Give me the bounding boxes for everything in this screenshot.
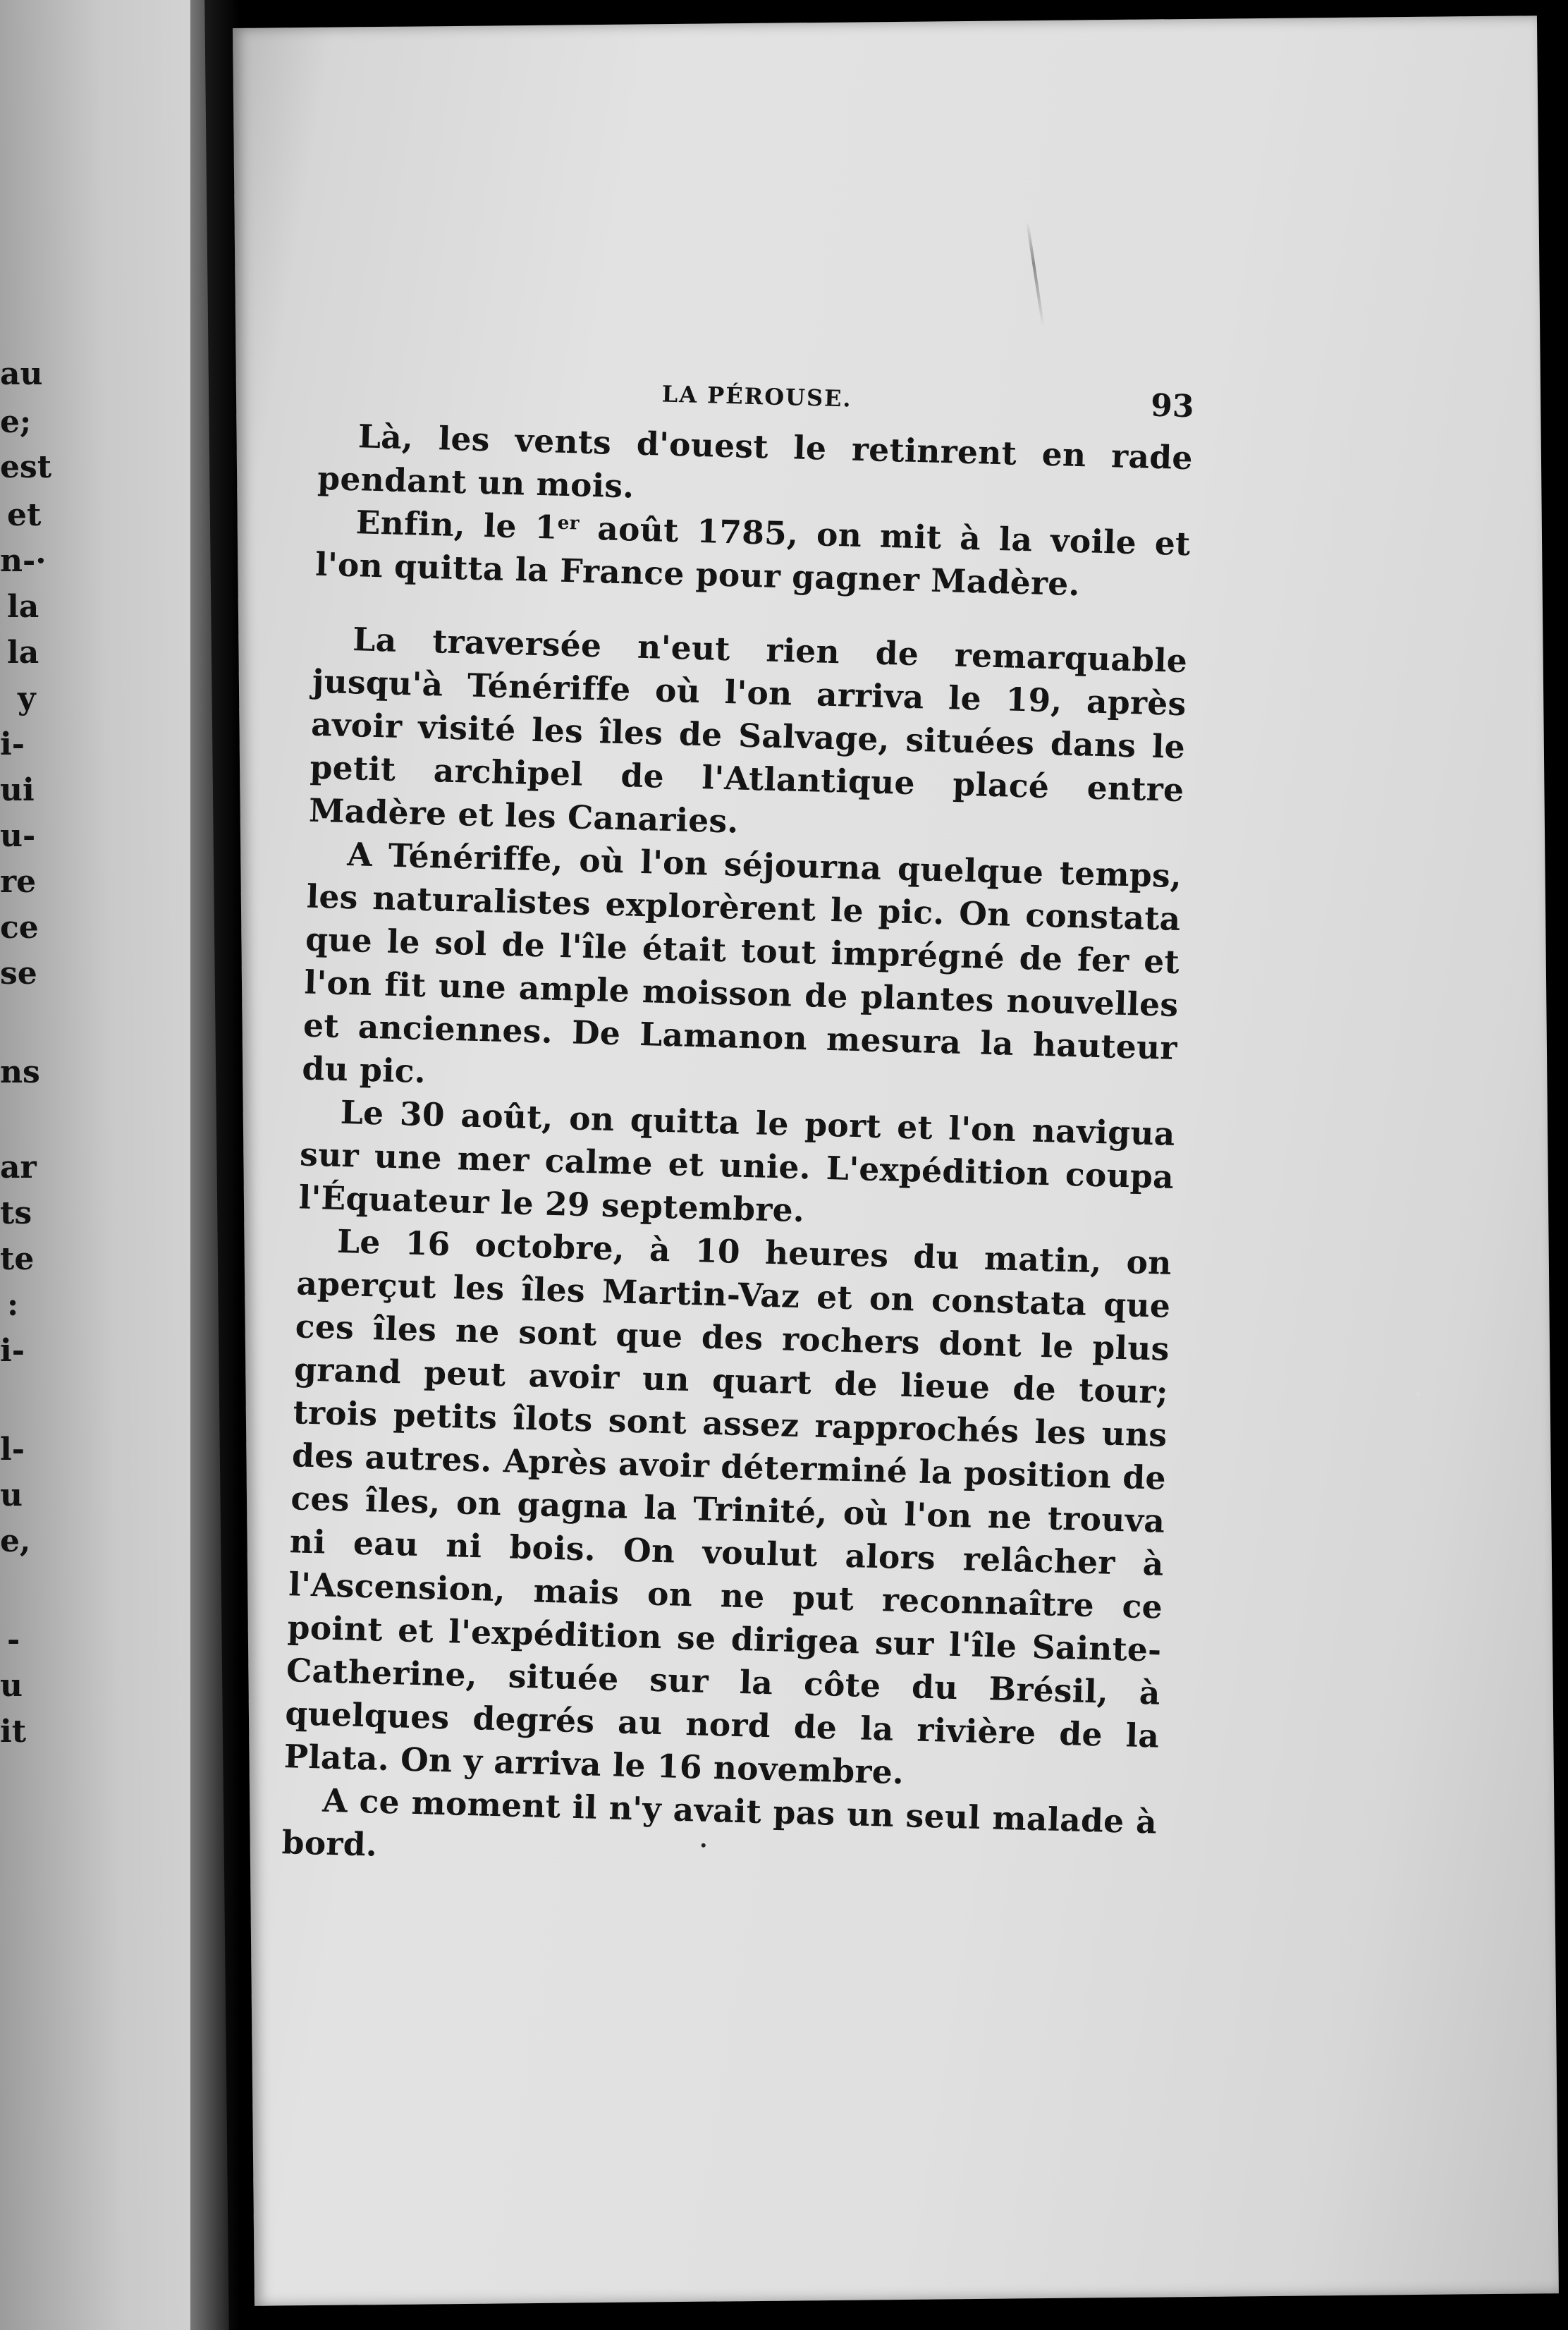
line-fragment: i- [0,1333,25,1369]
line-fragment: est [0,449,52,485]
line-fragment: ts [0,1195,32,1231]
line-fragment: e, [0,1523,31,1559]
line-fragment: la [7,635,39,671]
line-fragment: - [7,1622,20,1658]
page-text-block [281,366,1194,1887]
paragraph: A ce moment il n'y avait pas un seul malade à bord. [281,1781,1158,1864]
paragraph: La traversée n'eut rien de remarquable jusqu'à Ténériffe où l'on arriva le 19, après avoir visité les îles de Salvage, situées dans le petit archipel de l'Atlantique placé entre Madère et les Canaries. [308,620,1188,841]
dust-speck [1416,1392,1420,1396]
dust-speck [702,1843,706,1848]
line-fragment: e; [0,404,32,440]
line-fragment: u [0,1477,23,1513]
paper-crease-mark [1026,222,1044,327]
line-fragment: re [0,864,37,900]
line-fragment: it [0,1714,27,1750]
line-fragment: ar [0,1149,37,1185]
line-fragment: : [7,1287,19,1323]
line-fragment: ce [0,910,39,946]
line-fragment: ns [0,1054,40,1090]
ordinal-superscript: er [557,512,580,535]
line-fragment: y [18,681,36,716]
line-fragment: l- [0,1432,25,1468]
line-fragment: la [7,589,39,625]
paragraph-text: août 1785, on mit à la voile et l'on quitta la France pour gagner Madère. [314,508,1192,604]
line-fragment: au [0,356,43,392]
line-fragment: ui [0,772,35,808]
page-number: 93 [1150,387,1195,425]
line-fragment: se [0,956,37,992]
paragraph: Le 30 août, on quitta le port et l'on navigua sur une mer calme et unie. L'expédition coupa l'Équateur le 29 septembre. [298,1092,1176,1230]
line-fragment: i- [0,726,25,762]
book-page [233,16,1559,2306]
running-title: LA PÉROUSE. [661,380,853,413]
line-fragment: et [7,497,42,533]
page-gutter-shadow [190,0,240,2330]
line-fragment: u [0,1668,23,1704]
line-fragment: u- [0,818,36,854]
line-fragment: n-· [0,543,47,579]
paragraph: Là, les vents d'ouest le retinrent en rade pendant un mois. [317,417,1194,506]
paragraph-text: Enfin, le 1 [355,503,558,547]
paragraph: A Ténériffe, où l'on séjourna quelque temps, les naturalistes explorèrent le pic. On constata que le sol de l'île était tout imprégné de fer et l'on fit une ample moisson de plantes nouvelles et anciennes. De Lamanon mesura la hauteur du pic. [301,835,1182,1091]
paragraph: Le 16 octobre, à 10 heures du matin, on aperçut les îles Martin-Vaz et on constata que ces îles ne sont que des rochers dont le plus grand peut avoir un quart de lieue de tour; trois petits îlots sont assez rapprochés les uns des autres. Après avoir déterminé la position de ces îles, on gagna la Trinité, où l'on ne trouva ni eau ni bois. On voulut alors relâcher à l'Ascension, mais on ne put reconnaître ce point et l'expédition se dirigea sur l'île Sainte-Catherine, située sur la côte du Brésil, à quelques degrés au nord de la rivière de la Plata. On y arriva le 16 novembre. [283,1221,1172,1792]
line-fragment: te [0,1241,35,1277]
